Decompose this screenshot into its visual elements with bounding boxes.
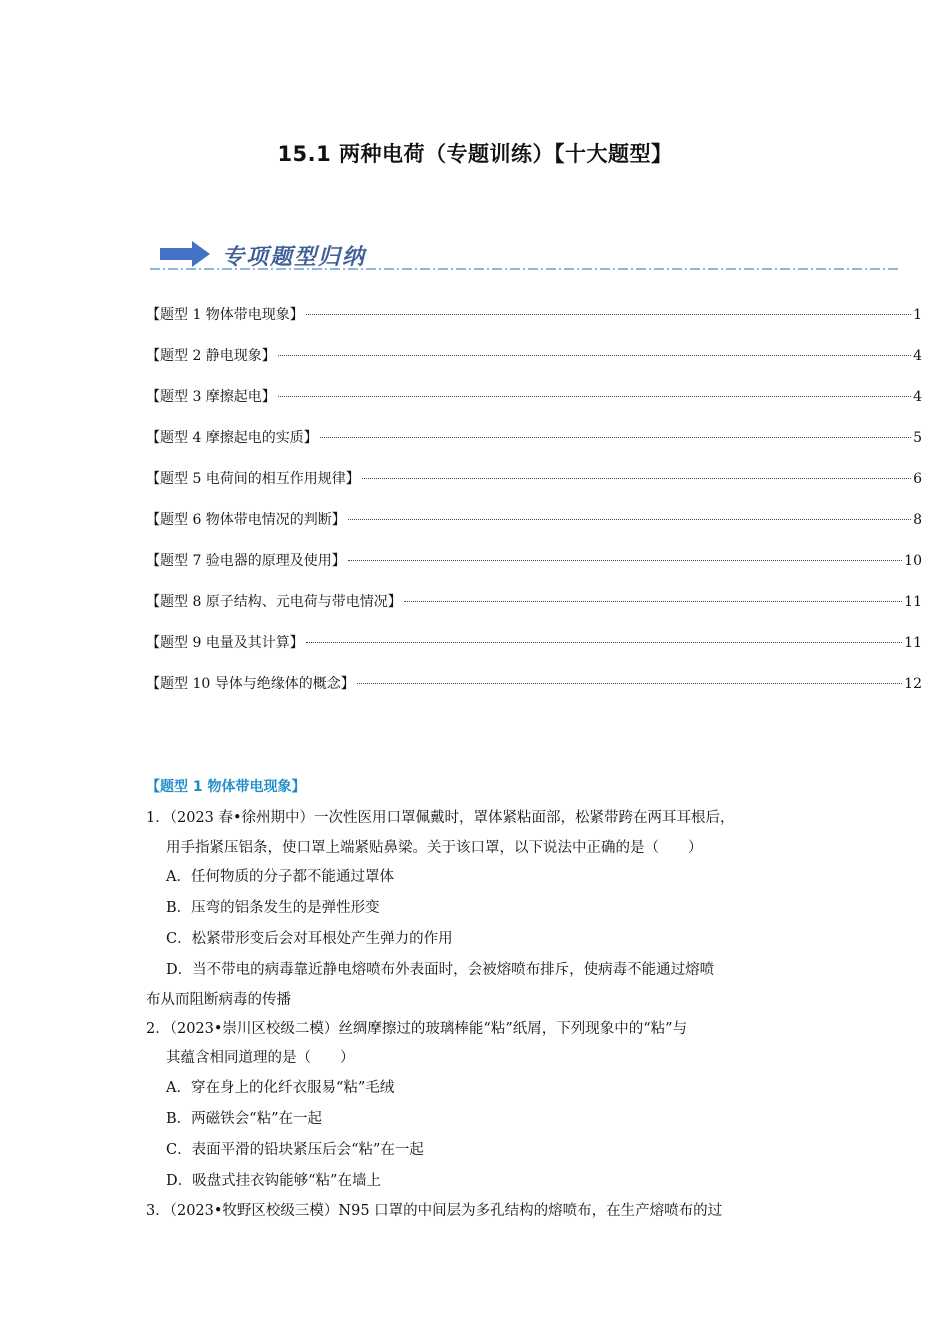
toc-row[interactable] — [146, 673, 922, 714]
toc-row[interactable] — [146, 386, 922, 427]
toc-label: 【题型 7 验电器的原理及使用】 — [146, 553, 346, 569]
option-d-cont: 布从而阻断病毒的传播 — [146, 992, 291, 1008]
toc-page: 4 — [913, 348, 922, 364]
toc-label: 【题型 9 电量及其计算】 — [146, 635, 304, 651]
toc-page: 11 — [904, 594, 922, 610]
toc-leader — [306, 314, 911, 315]
section-title: 【题型 1 物体带电现象】 — [146, 779, 306, 795]
toc-page: 6 — [913, 471, 922, 487]
toc-leader — [404, 601, 902, 602]
toc-label: 【题型 4 摩擦起电的实质】 — [146, 430, 318, 446]
toc-row[interactable] — [146, 304, 922, 345]
toc-row[interactable] — [146, 550, 922, 591]
toc-leader — [306, 642, 902, 643]
toc-row[interactable] — [146, 468, 922, 509]
toc-page: 11 — [904, 635, 922, 651]
question-1-stem: 1．（2023 春•徐州期中）一次性医用口罩佩戴时，罩体紧粘面部，松紧带跨在两耳耳根后， — [146, 810, 735, 826]
option-c: C．表面平滑的铅块紧压后会“粘”在一起 — [166, 1142, 424, 1158]
table-of-contents — [146, 304, 922, 714]
toc-leader — [278, 355, 911, 356]
toc-label: 【题型 1 物体带电现象】 — [146, 307, 304, 323]
toc-page: 4 — [913, 389, 922, 405]
toc-label: 【题型 8 原子结构、元电荷与带电情况】 — [146, 594, 402, 610]
toc-leader — [348, 519, 911, 520]
toc-page: 12 — [904, 676, 922, 692]
arrow-right-icon — [160, 241, 210, 267]
option-b: B．压弯的铝条发生的是弹性形变 — [166, 900, 380, 916]
option-a: A．穿在身上的化纤衣服易“粘”毛绒 — [166, 1080, 395, 1096]
toc-leader — [357, 683, 902, 684]
option-b: B．两磁铁会“粘”在一起 — [166, 1111, 322, 1127]
question-3-stem: 3．（2023•牧野区校级三模）N95 口罩的中间层为多孔结构的熔喷布，在生产熔喷布的过 — [146, 1203, 723, 1219]
option-c: C．松紧带形变后会对耳根处产生弹力的作用 — [166, 931, 453, 947]
toc-page: 5 — [913, 430, 922, 446]
option-d: D．当不带电的病毒靠近静电熔喷布外表面时，会被熔喷布排斥，使病毒不能通过熔喷 — [166, 962, 715, 978]
toc-label: 【题型 3 摩擦起电】 — [146, 389, 276, 405]
toc-row[interactable] — [146, 345, 922, 386]
option-d: D．吸盘式挂衣钩能够“粘”在墙上 — [166, 1173, 381, 1189]
toc-leader — [320, 437, 911, 438]
question-2-stem: 2．（2023•崇川区校级二模）丝绸摩擦过的玻璃棒能“粘”纸屑，下列现象中的“粘”与 — [146, 1021, 688, 1037]
toc-row[interactable] — [146, 632, 922, 673]
toc-page: 8 — [913, 512, 922, 528]
question-1-stem-cont: 用手指紧压铝条，使口罩上端紧贴鼻梁。关于该口罩，以下说法中正确的是（ ） — [166, 840, 703, 856]
toc-page: 10 — [904, 553, 922, 569]
toc-row[interactable] — [146, 509, 922, 550]
banner-heading: 专项题型归纳 — [222, 245, 367, 270]
toc-label: 【题型 10 导体与绝缘体的概念】 — [146, 676, 355, 692]
question-2-stem-cont: 其蕴含相同道理的是（ ） — [166, 1050, 355, 1066]
page-title: 15.1 两种电荷（专题训练）【十大题型】 — [277, 142, 673, 166]
toc-leader — [348, 560, 902, 561]
toc-label: 【题型 2 静电现象】 — [146, 348, 276, 364]
toc-label: 【题型 6 物体带电情况的判断】 — [146, 512, 346, 528]
toc-row[interactable] — [146, 591, 922, 632]
option-a: A．任何物质的分子都不能通过罩体 — [166, 869, 394, 885]
toc-row[interactable] — [146, 427, 922, 468]
toc-page: 1 — [913, 307, 922, 323]
toc-label: 【题型 5 电荷间的相互作用规律】 — [146, 471, 360, 487]
toc-leader — [278, 396, 911, 397]
toc-leader — [362, 478, 911, 479]
